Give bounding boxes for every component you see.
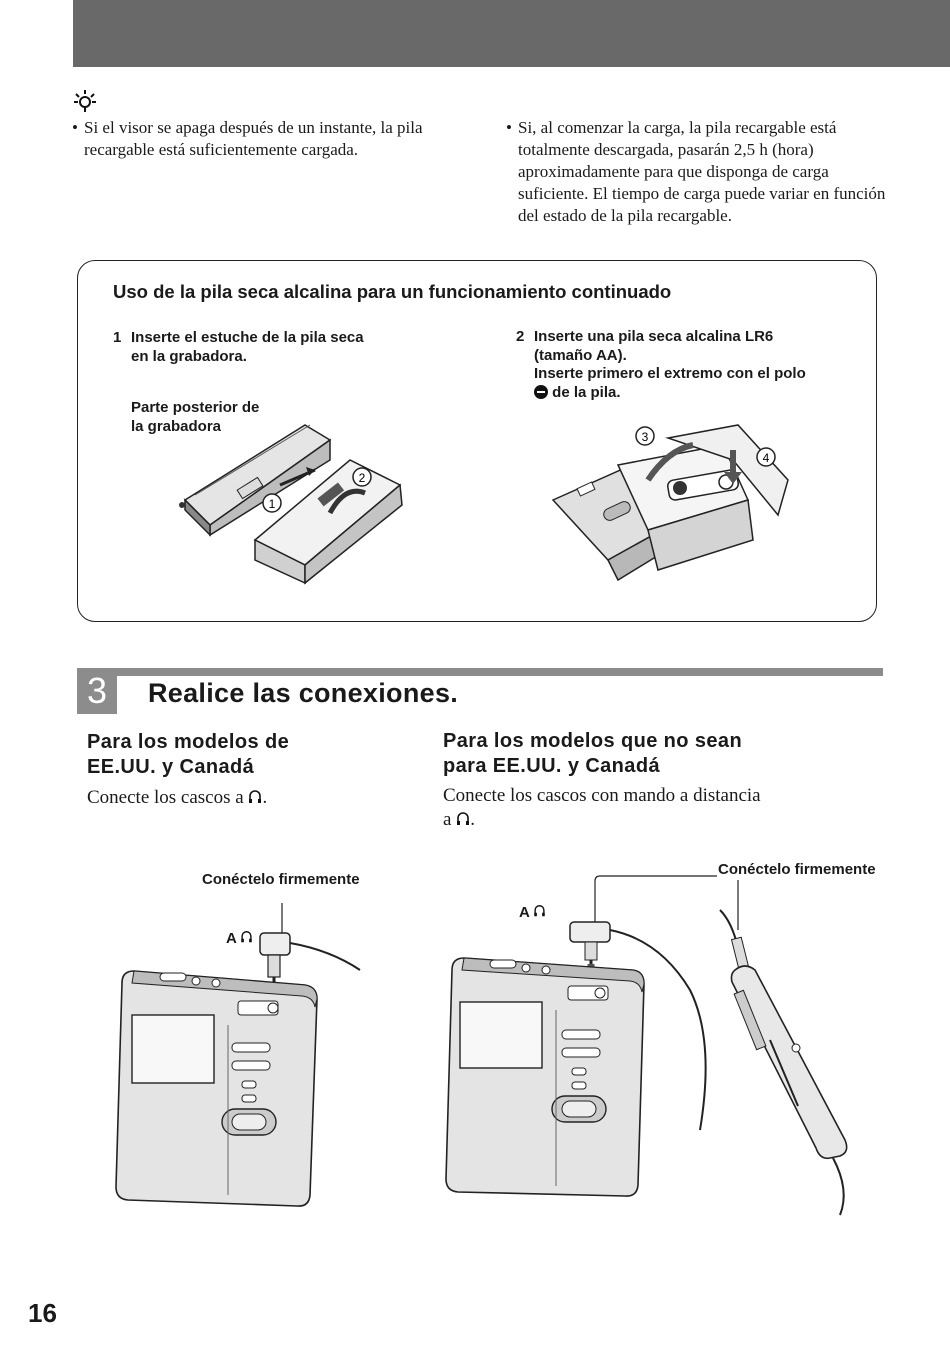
headphones-icon	[248, 789, 262, 805]
battery-case-illustration	[170, 415, 410, 585]
other-model-player-illustration	[440, 870, 890, 1225]
page-number: 16	[28, 1298, 57, 1328]
headphones-icon	[456, 811, 470, 827]
other-connect-firmly-label: Conéctelo firmemente	[718, 861, 876, 878]
callout-2: 2	[358, 471, 366, 485]
us-headphone-jack-label: A	[226, 930, 253, 947]
alkaline-step-2-text-c: de la pila.	[552, 383, 621, 401]
us-models-body: Conecte los cascos a .	[87, 787, 268, 808]
tip-right: • Si, al comenzar la carga, la pila recargable está totalmente descargada, pasarán 2,5 h (hora) aproximadamente para que disponga de carga suficiente. El tiempo de carga puede variar en función del estado de la pila recargable.	[506, 118, 886, 225]
us-models-heading: Para los modelos de EE.UU. y Canadá	[87, 731, 290, 778]
us-model-player-illustration	[110, 895, 375, 1210]
alkaline-step-1-text: Inserte el estuche de la pila seca en la grabadora.	[131, 329, 364, 365]
tip-right-text: Si, al comenzar la carga, la pila recargable está totalmente descargada, pasarán 2,5 h (hora) aproximadamente para que disponga de carga suficiente. El tiempo de carga puede variar en función del estado de la pila recargable.	[518, 118, 886, 225]
recorder-back-label: Parte posterior de la grabadora	[131, 399, 260, 435]
header-band	[73, 0, 950, 67]
alkaline-step-2-text-b: Inserte primero el extremo con el polo	[534, 365, 806, 382]
alkaline-step-1: 1 Inserte el estuche de la pila seca en la grabadora.	[113, 329, 373, 366]
other-models-heading: Para los modelos que no sean para EE.UU. y Canadá	[443, 730, 743, 777]
callout-3: 3	[641, 430, 649, 444]
aa-battery-illustration	[548, 420, 793, 585]
minus-pole-icon	[534, 385, 548, 399]
tip-lightbulb-icon	[72, 88, 98, 114]
alkaline-step-2-text-a: Inserte una pila seca alcalina LR6 (tamaño AA).	[534, 328, 774, 364]
tip-left-text: Si el visor se apaga después de un instante, la pila recargable está suficientemente cargada.	[84, 118, 423, 159]
tip-left: • Si el visor se apaga después de un instante, la pila recargable está suficientemente cargada.	[72, 117, 452, 161]
other-models-body: Conecte los cascos con mando a distancia a .	[443, 785, 761, 830]
other-headphone-jack-label: A	[519, 904, 546, 921]
section-rule	[113, 668, 883, 676]
section-number: 3	[77, 668, 117, 714]
section-title: Realice las conexiones.	[148, 678, 459, 708]
alkaline-box-title: Uso de la pila seca alcalina para un funcionamiento continuado	[113, 281, 672, 302]
alkaline-step-2: 2 Inserte una pila seca alcalina LR6 (tamaño AA). Inserte primero el extremo con el polo de la pila.	[516, 328, 806, 401]
callout-1: 1	[268, 497, 276, 511]
us-connect-firmly-label: Conéctelo firmemente	[202, 871, 360, 888]
callout-4: 4	[762, 451, 770, 465]
